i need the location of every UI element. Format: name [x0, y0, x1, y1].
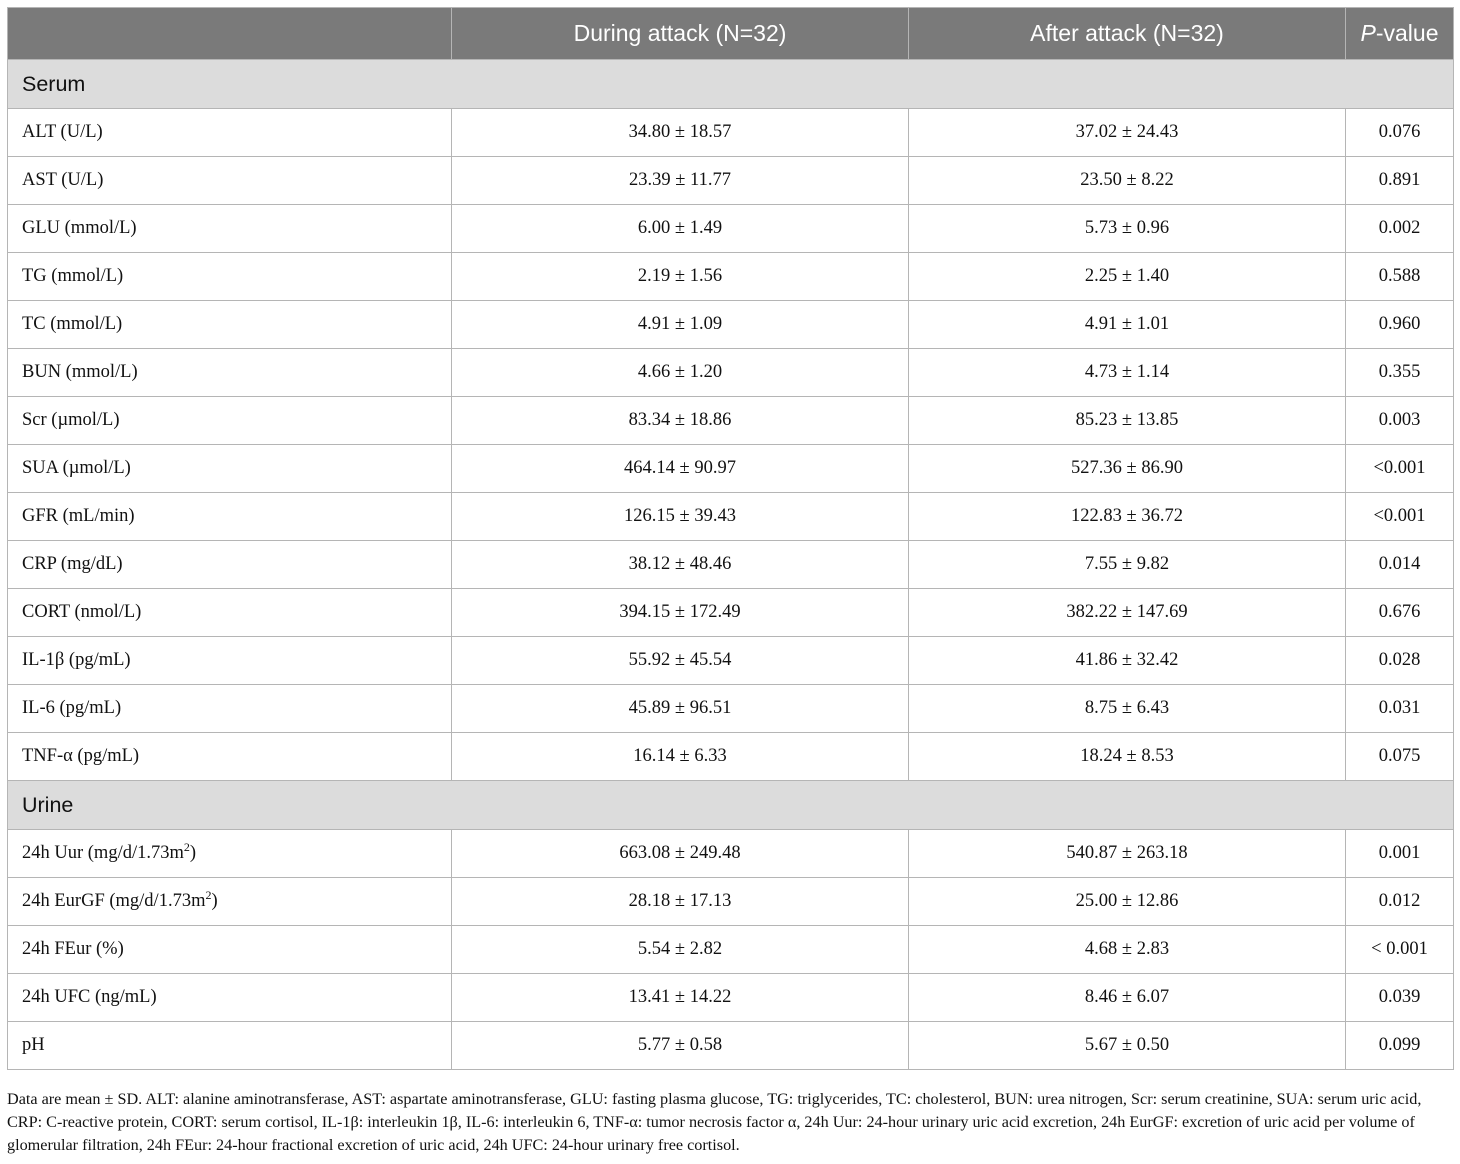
- row-label-text: TG (mmol/L): [22, 266, 124, 286]
- during-attack-value: 663.08 ± 249.48: [452, 830, 909, 878]
- row-label-text: GFR (mL/min): [22, 506, 135, 526]
- table-row: [8, 541, 1454, 589]
- section-row-urine: [8, 781, 1454, 830]
- row-label: [8, 493, 452, 541]
- after-attack-value: 8.75 ± 6.43: [909, 685, 1346, 733]
- header-p-italic: P: [1360, 20, 1376, 46]
- p-value: 0.355: [1346, 349, 1454, 397]
- table-row: [8, 445, 1454, 493]
- after-attack-value: 540.87 ± 263.18: [909, 830, 1346, 878]
- table-row: [8, 637, 1454, 685]
- during-attack-value: 83.34 ± 18.86: [452, 397, 909, 445]
- p-value: <0.001: [1346, 445, 1454, 493]
- row-label: [8, 878, 452, 926]
- p-value: < 0.001: [1346, 926, 1454, 974]
- during-attack-value: 34.80 ± 18.57: [452, 109, 909, 157]
- row-label-text: Scr (µmol/L): [22, 410, 120, 430]
- p-value: 0.039: [1346, 974, 1454, 1022]
- during-attack-value: 13.41 ± 14.22: [452, 974, 909, 1022]
- row-label-text: TNF-α (pg/mL): [22, 746, 140, 766]
- row-label-text: AST (U/L): [22, 170, 104, 190]
- during-attack-value: 126.15 ± 39.43: [452, 493, 909, 541]
- p-value: 0.014: [1346, 541, 1454, 589]
- section-title: Urine: [8, 781, 1454, 830]
- row-label-text: IL-1β (pg/mL): [22, 650, 131, 670]
- row-label-text: 24h Uur (mg/d/1.73m: [22, 843, 184, 863]
- p-value: <0.001: [1346, 493, 1454, 541]
- p-value: 0.676: [1346, 589, 1454, 637]
- during-attack-value: 28.18 ± 17.13: [452, 878, 909, 926]
- row-label-superscript: 2: [183, 839, 190, 854]
- row-label: [8, 733, 452, 781]
- row-label: [8, 926, 452, 974]
- row-label-text: BUN (mmol/L): [22, 362, 138, 382]
- row-label-text: CORT (nmol/L): [22, 602, 142, 622]
- row-label-text: SUA (µmol/L): [22, 458, 131, 478]
- table-row: [8, 589, 1454, 637]
- row-label: [8, 830, 452, 878]
- header-after-attack: After attack (N=32): [909, 8, 1346, 60]
- row-label: [8, 637, 452, 685]
- during-attack-value: 6.00 ± 1.49: [452, 205, 909, 253]
- row-label: [8, 541, 452, 589]
- p-value: 0.012: [1346, 878, 1454, 926]
- table-row: [8, 397, 1454, 445]
- table-row: [8, 493, 1454, 541]
- row-label: [8, 685, 452, 733]
- row-label-text: ALT (U/L): [22, 122, 103, 142]
- after-attack-value: 8.46 ± 6.07: [909, 974, 1346, 1022]
- after-attack-value: 41.86 ± 32.42: [909, 637, 1346, 685]
- after-attack-value: 4.91 ± 1.01: [909, 301, 1346, 349]
- table-row: [8, 974, 1454, 1022]
- section-title: Serum: [8, 60, 1454, 109]
- row-label: [8, 253, 452, 301]
- header-variable: [8, 8, 452, 60]
- p-value: 0.891: [1346, 157, 1454, 205]
- results-table: [7, 7, 1454, 1070]
- after-attack-value: 4.68 ± 2.83: [909, 926, 1346, 974]
- table-row: [8, 253, 1454, 301]
- row-label-text: 24h FEur (%): [22, 939, 124, 959]
- header-row: [8, 8, 1454, 60]
- p-value: 0.002: [1346, 205, 1454, 253]
- after-attack-value: 18.24 ± 8.53: [909, 733, 1346, 781]
- after-attack-value: 2.25 ± 1.40: [909, 253, 1346, 301]
- after-attack-value: 4.73 ± 1.14: [909, 349, 1346, 397]
- p-value: 0.028: [1346, 637, 1454, 685]
- section-row-serum: [8, 60, 1454, 109]
- table-container: [7, 7, 1453, 1070]
- row-label-text: 24h UFC (ng/mL): [22, 987, 157, 1007]
- p-value: 0.031: [1346, 685, 1454, 733]
- table-row: [8, 205, 1454, 253]
- during-attack-value: 4.91 ± 1.09: [452, 301, 909, 349]
- table-row: [8, 685, 1454, 733]
- table-row: [8, 830, 1454, 878]
- after-attack-value: 5.67 ± 0.50: [909, 1022, 1346, 1070]
- row-label: [8, 397, 452, 445]
- table-row: [8, 1022, 1454, 1070]
- after-attack-value: 5.73 ± 0.96: [909, 205, 1346, 253]
- p-value: 0.960: [1346, 301, 1454, 349]
- during-attack-value: 4.66 ± 1.20: [452, 349, 909, 397]
- during-attack-value: 55.92 ± 45.54: [452, 637, 909, 685]
- row-label: [8, 157, 452, 205]
- row-label: [8, 1022, 452, 1070]
- during-attack-value: 38.12 ± 48.46: [452, 541, 909, 589]
- during-attack-value: 23.39 ± 11.77: [452, 157, 909, 205]
- during-attack-value: 45.89 ± 96.51: [452, 685, 909, 733]
- row-label: [8, 974, 452, 1022]
- during-attack-value: 5.77 ± 0.58: [452, 1022, 909, 1070]
- p-value: 0.001: [1346, 830, 1454, 878]
- table-row: [8, 878, 1454, 926]
- header-during-attack: During attack (N=32): [452, 8, 909, 60]
- row-label: [8, 109, 452, 157]
- row-label-end: ): [211, 891, 218, 911]
- table-row: [8, 301, 1454, 349]
- row-label: [8, 445, 452, 493]
- header-p-value: [1346, 8, 1454, 60]
- p-value: 0.003: [1346, 397, 1454, 445]
- after-attack-value: 527.36 ± 86.90: [909, 445, 1346, 493]
- row-label-end: ): [189, 843, 197, 863]
- after-attack-value: 382.22 ± 147.69: [909, 589, 1346, 637]
- row-label-text: pH: [22, 1035, 45, 1055]
- table-body: [8, 60, 1454, 1070]
- table-row: [8, 109, 1454, 157]
- table-row: [8, 733, 1454, 781]
- row-label: [8, 205, 452, 253]
- p-value: 0.075: [1346, 733, 1454, 781]
- during-attack-value: 394.15 ± 172.49: [452, 589, 909, 637]
- row-label-text: IL-6 (pg/mL): [22, 698, 122, 718]
- p-value: 0.099: [1346, 1022, 1454, 1070]
- row-label-text: 24h EurGF (mg/d/1.73m: [22, 891, 206, 911]
- during-attack-value: 16.14 ± 6.33: [452, 733, 909, 781]
- after-attack-value: 122.83 ± 36.72: [909, 493, 1346, 541]
- during-attack-value: 5.54 ± 2.82: [452, 926, 909, 974]
- after-attack-value: 37.02 ± 24.43: [909, 109, 1346, 157]
- table-row: [8, 926, 1454, 974]
- row-label-superscript: 2: [205, 887, 212, 902]
- p-value: 0.588: [1346, 253, 1454, 301]
- p-value: 0.076: [1346, 109, 1454, 157]
- row-label: [8, 349, 452, 397]
- row-label: [8, 589, 452, 637]
- during-attack-value: 464.14 ± 90.97: [452, 445, 909, 493]
- after-attack-value: 23.50 ± 8.22: [909, 157, 1346, 205]
- row-label-text: GLU (mmol/L): [22, 218, 137, 238]
- table-row: [8, 157, 1454, 205]
- after-attack-value: 85.23 ± 13.85: [909, 397, 1346, 445]
- after-attack-value: 7.55 ± 9.82: [909, 541, 1346, 589]
- row-label-text: CRP (mg/dL): [22, 554, 123, 574]
- after-attack-value: 25.00 ± 12.86: [909, 878, 1346, 926]
- row-label: [8, 301, 452, 349]
- row-label-text: TC (mmol/L): [22, 314, 123, 334]
- during-attack-value: 2.19 ± 1.56: [452, 253, 909, 301]
- table-footnote: Data are mean ± SD. ALT: alanine aminotransferase, AST: aspartate aminotransferase, GLU: fasting plasma glucose, TG: triglycerides, TC: cholesterol, BUN: urea nitrogen, Scr: serum creatinine, SUA: serum uric acid, CRP: C-reactive protein, CORT: serum cortisol, IL-1β: interleukin 1β, IL-6: interleukin 6, TNF-α: tumor necrosis factor α, 24h Uur: 24-hour urinary uric acid excretion, 24h EurGF: excretion of uric acid per volume of glomerular filtration, 24h FEur: 24-hour fractional excretion of uric acid, 24h UFC: 24-hour urinary free cortisol.: [7, 1090, 1422, 1154]
- header-p-rest: -value: [1375, 20, 1439, 46]
- table-row: [8, 349, 1454, 397]
